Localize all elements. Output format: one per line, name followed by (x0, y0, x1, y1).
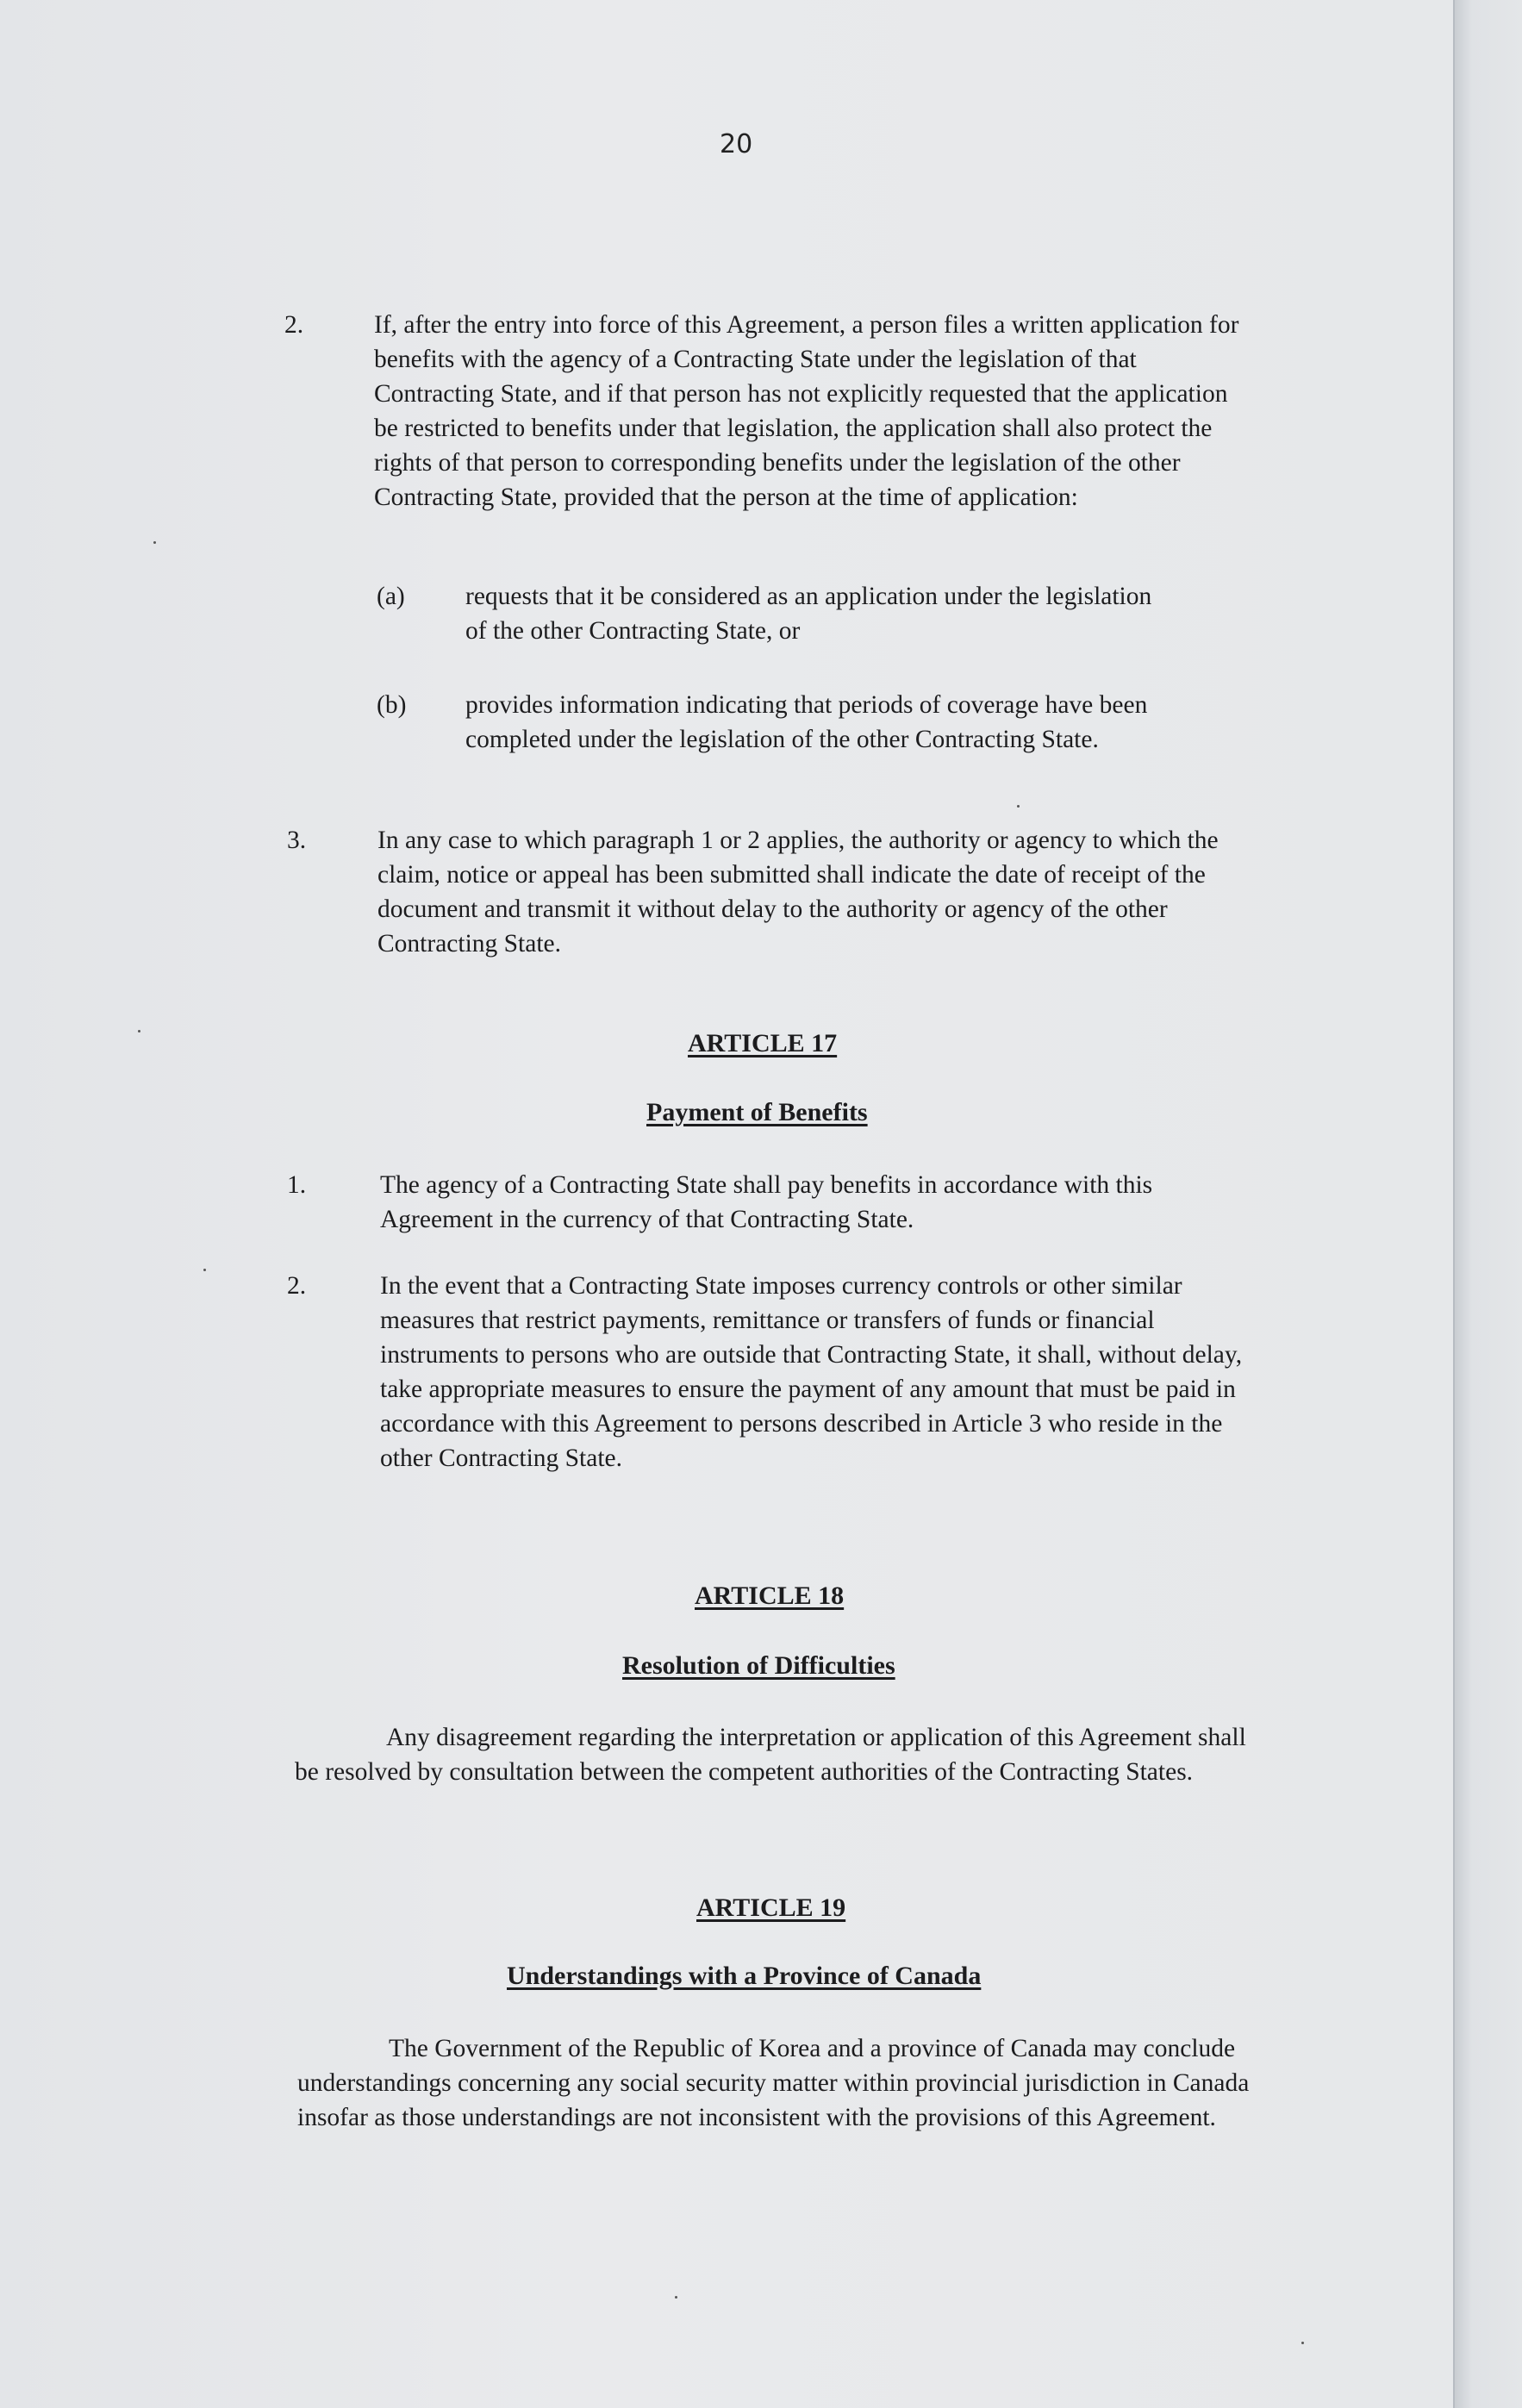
paragraph-text: In the event that a Contracting State imposes currency controls or other similar measures that restrict payments, remittance or transfers of funds or financial instruments to persons who are outside that Contracting State, it shall, without delay, take appropriate measures to ensure the payment of any amount that must be paid in accordance with this Agreement to persons described in Article 3 who reside in the other Contracting State. (380, 1272, 1243, 1472)
page-number: 20 (720, 129, 753, 159)
article16-paragraph-2 (284, 308, 1267, 532)
article16-item-b (377, 688, 1238, 800)
paragraph-number: 2. (284, 311, 304, 339)
paragraph-number: 1. (287, 1171, 307, 1199)
article16-paragraph-3 (287, 823, 1269, 970)
article17-title: Payment of Benefits (646, 1098, 868, 1126)
scan-speck (153, 541, 156, 544)
article17-paragraph-2 (287, 1269, 1269, 1519)
article19-text: The Government of the Republic of Korea and a province of Canada may conclude understandings concerning any social security matter within provincial jurisdiction in Canada insofar as those understandings are not inconsistent with the provisions of this Agreement. (297, 2035, 1250, 2131)
page-edge-shadow (1453, 0, 1522, 2408)
article18-text: Any disagreement regarding the interpretation or application of this Agreement shall be resolved by consultation between the competent authorities of the Contracting States. (295, 1724, 1246, 1786)
scan-speck (138, 1030, 140, 1032)
paragraph-text: If, after the entry into force of this Agreement, a person files a written application for benefits with the agency of a Contracting State under the legislation of that Contracting State, and if that person has not explicitly requested that the application be restricted to benefits under that legislation, the application shall also protect the rights of that person to corresponding benefits under the legislation of the other Contracting State, provided that the person at the time of application: (374, 311, 1239, 511)
paragraph-number: 2. (287, 1272, 307, 1300)
item-label: (a) (377, 583, 405, 610)
scan-speck (203, 1269, 206, 1271)
scan-speck (1301, 2342, 1304, 2344)
article16-item-a (377, 579, 1238, 657)
item-text: requests that it be considered as an application under the legislation of the other Contracting State, or (465, 583, 1152, 645)
article18-title: Resolution of Difficulties (622, 1651, 895, 1680)
paragraph-text: In any case to which paragraph 1 or 2 applies, the authority or agency to which the claim, notice or appeal has been submitted shall indicate the date of receipt of the document and transmit it without delay to the authority or agency of the other Contracting State. (377, 827, 1219, 958)
item-text: provides information indicating that periods of coverage have been completed under the legislation of the other Contracting State. (465, 691, 1148, 753)
scan-speck (1017, 805, 1020, 808)
article19-heading: ARTICLE 19 (696, 1893, 846, 1922)
article18-heading: ARTICLE 18 (695, 1581, 845, 1610)
paragraph-number: 3. (287, 827, 307, 854)
article17-heading: ARTICLE 17 (688, 1029, 838, 1057)
article17-paragraph-1 (287, 1168, 1269, 1245)
scan-speck (675, 2296, 677, 2299)
item-label: (b) (377, 691, 407, 719)
article19-title: Understandings with a Province of Canada (507, 1962, 982, 1990)
paragraph-text: The agency of a Contracting State shall pay benefits in accordance with this Agreement in the currency of that Contracting State. (380, 1171, 1153, 1233)
